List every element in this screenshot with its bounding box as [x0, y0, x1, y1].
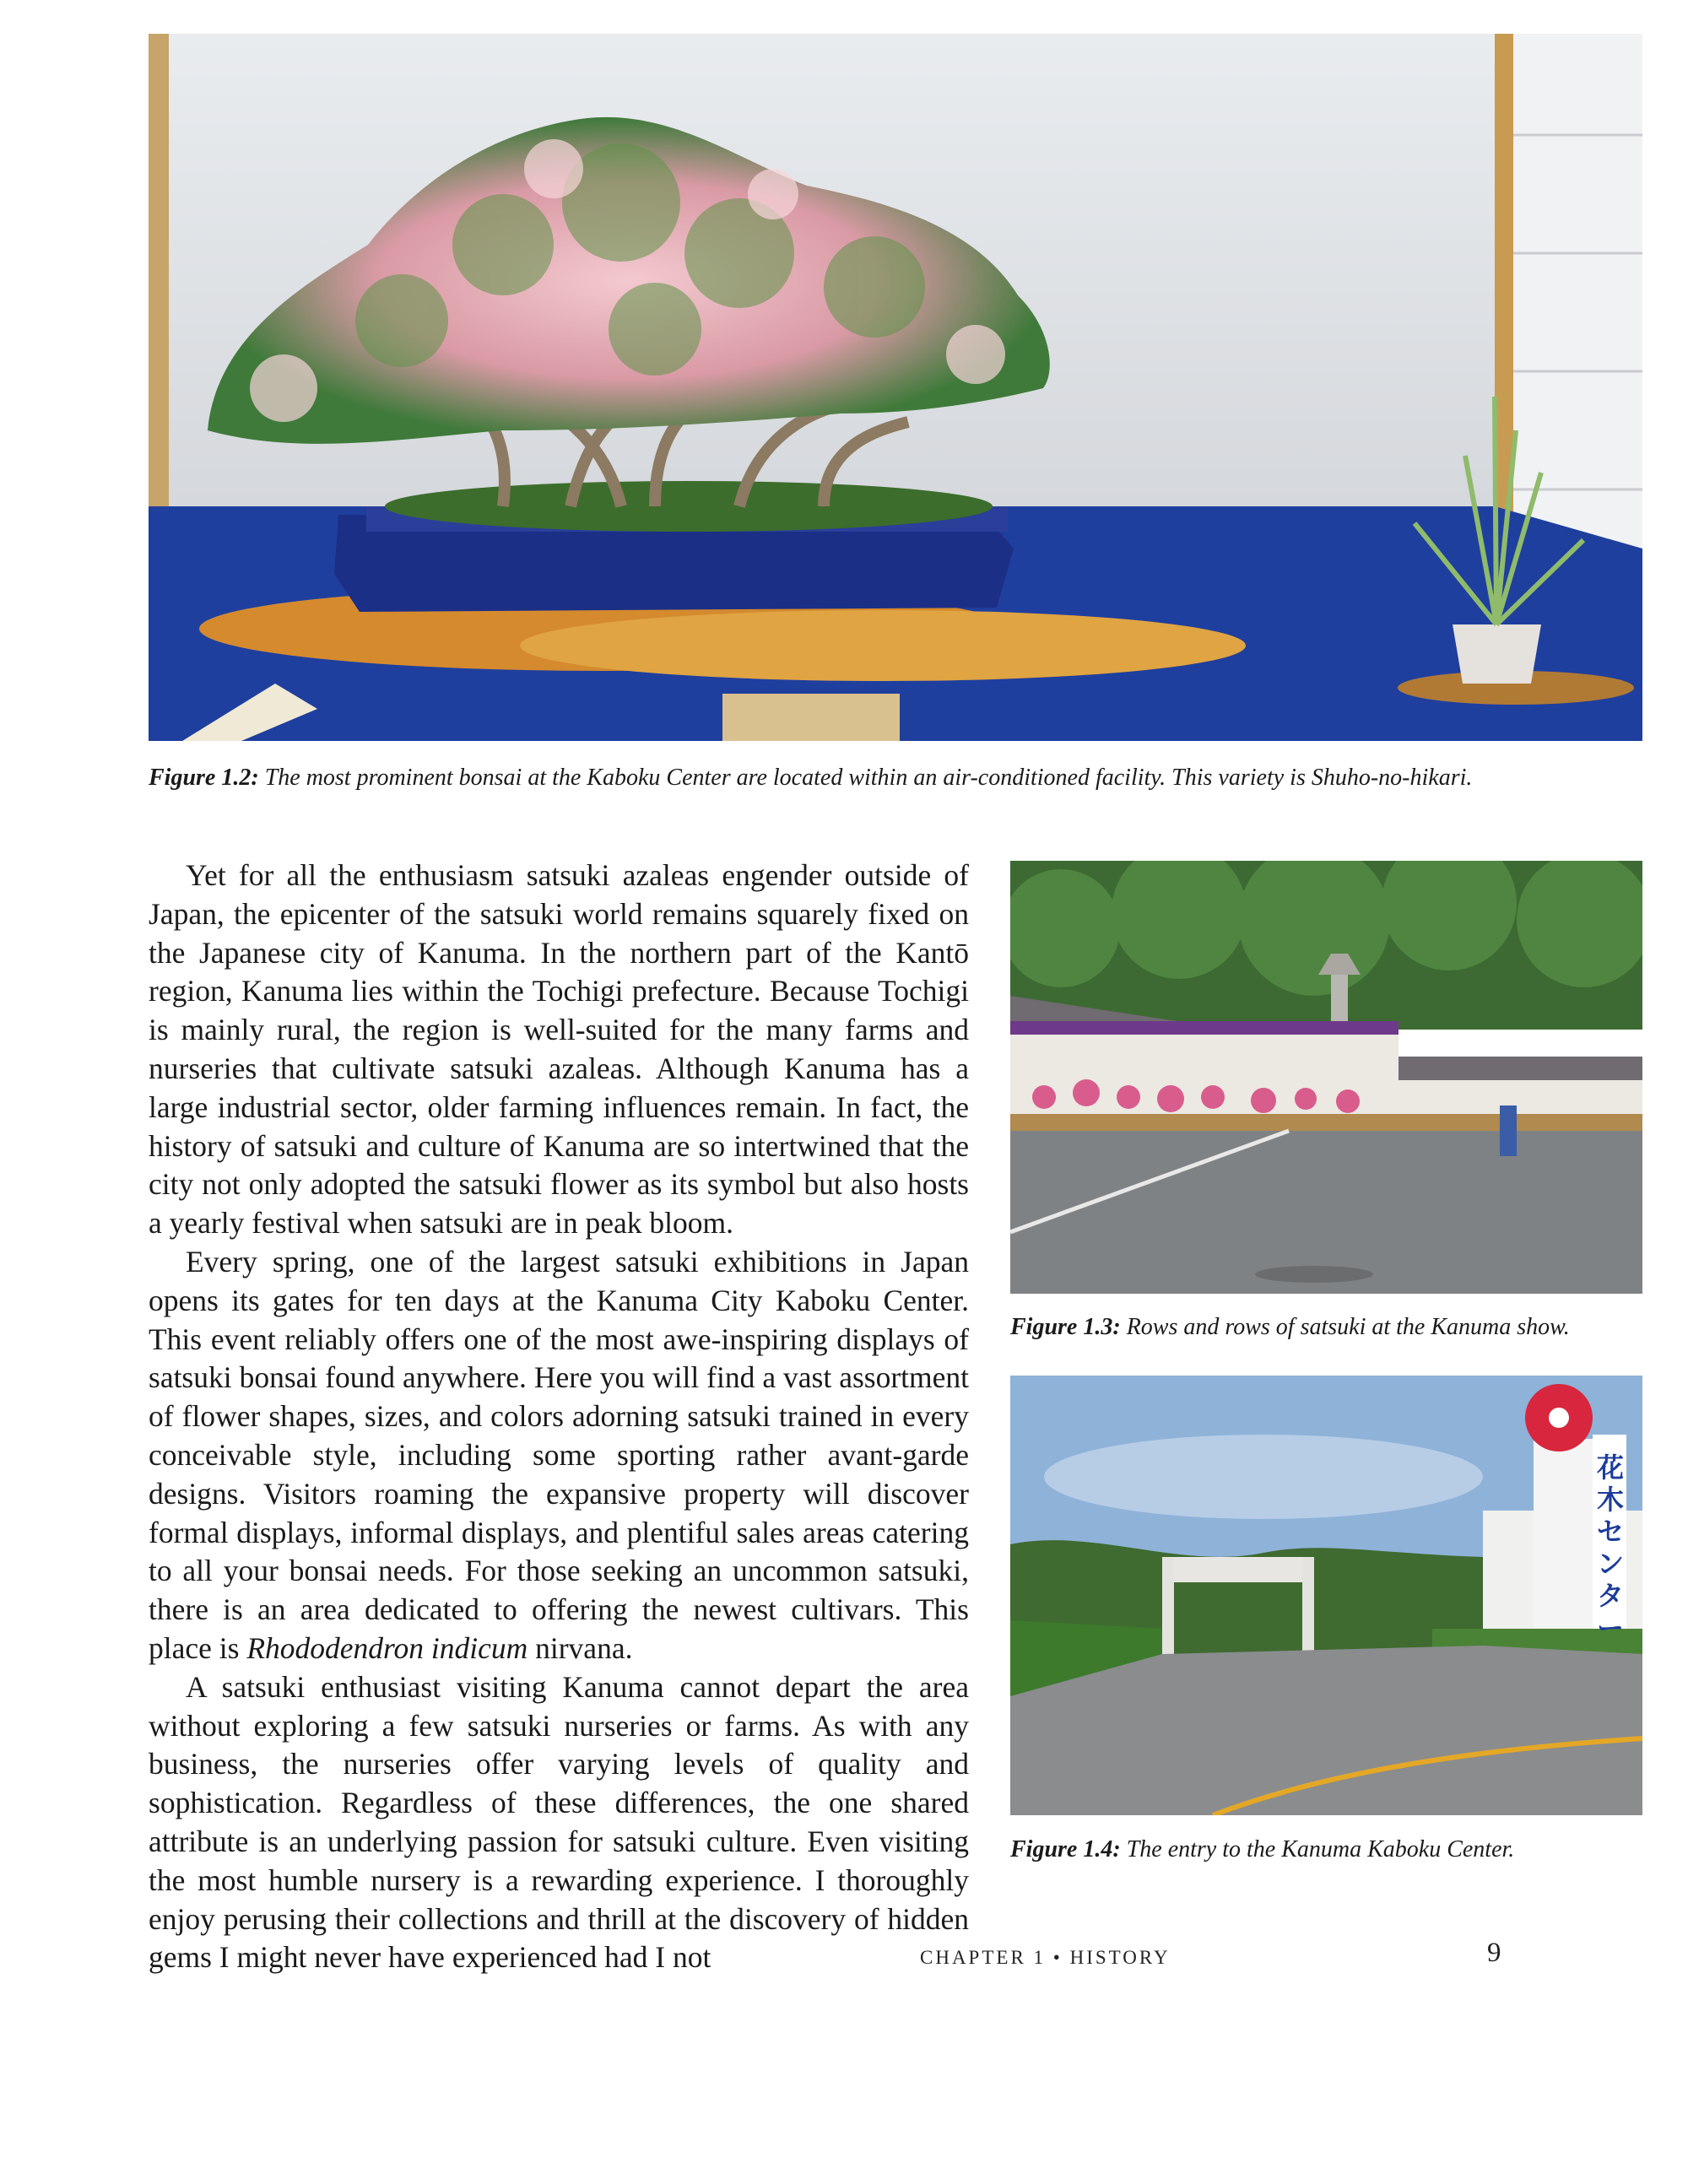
figure-1-3-caption — [1010, 1312, 1570, 1343]
figure-1-2-caption-text: The most prominent bonsai at the Kaboku Center are located within an air-conditioned facility. This variety is Shuho-no-hikari. — [264, 765, 1473, 791]
figure-1-2-caption — [149, 763, 1472, 793]
figure-1-3-caption-text: Rows and rows of satsuki at the Kanuma show. — [1126, 1314, 1570, 1340]
figure-1-2-label: Figure 1.2: — [149, 765, 259, 791]
body-text — [149, 857, 969, 1977]
paragraph-2 — [149, 1243, 969, 1668]
paragraph-2-italic: Rhododendron indicum — [246, 1630, 528, 1665]
figure-1-2-photo — [149, 34, 1642, 741]
figure-1-3-photo — [1010, 861, 1642, 1294]
paragraph-2-end: nirvana. — [528, 1630, 633, 1665]
flower-center-sign-text: 花木センター — [1596, 1451, 1624, 1644]
paragraph-3: A satsuki enthusiast visiting Kanuma cannot depart the area without exploring a few satsuki nurseries or farms. As with any business, the nurseries offer varying levels of quality and sophistication. Regardless of these differences, the one shared attribute is an underlying passion for satsuki culture. Even visiting the most humble nursery is a rewarding experience. I thoroughly enjoy perusing their collections and thrill at the discovery of hidden gems I might never have experienced had I not — [149, 1669, 969, 1975]
figure-1-4-label: Figure 1.4: — [1010, 1836, 1121, 1862]
paragraph-2-text: Every spring, one of the largest satsuki exhibitions in Japan opens its gates for ten days at the Kanuma City Kaboku Center. This event reliably offers one of the most awe-inspiring displays of satsuki bonsai found anywhere. Here you will find a vast assortment of flower shapes, sizes, and colors adorning satsuki trained in every conceivable style, including some sporting rather avant-garde designs. Visitors roaming the expansive property will discover formal displays, informal displays, and plentiful sales areas catering to all your bonsai needs. For those seeking an uncommon satsuki, there is an area dedicated to offering the newest cultivars. This place is — [149, 1244, 969, 1665]
paragraph-1: Yet for all the enthusiasm satsuki azaleas engender outside of Japan, the epicenter of the satsuki world remains squarely fixed on the Japanese city of Kanuma. In the northern part of the Kantō region, Kanuma lies within the Tochigi prefecture. Because Tochigi is mainly rural, the region is well-suited for the many farms and nurseries that cultivate satsuki azaleas. Although Kanuma has a large industrial sector, older farming influences remain. In fact, the history of satsuki and culture of Kanuma are so intertwined that the city not only adopted the satsuki flower as its symbol but also hosts a yearly festival when satsuki are in peak bloom. — [149, 858, 969, 1241]
figure-1-3-label: Figure 1.3: — [1010, 1314, 1121, 1340]
figure-1-4-caption-text: The entry to the Kanuma Kaboku Center. — [1126, 1836, 1515, 1862]
chapter-footer: CHAPTER 1 • HISTORY — [920, 1947, 1171, 1968]
page-number: 9 — [1487, 1938, 1501, 1968]
figure-1-4-caption — [1010, 1835, 1514, 1865]
figure-1-4-photo — [1010, 1376, 1642, 1815]
